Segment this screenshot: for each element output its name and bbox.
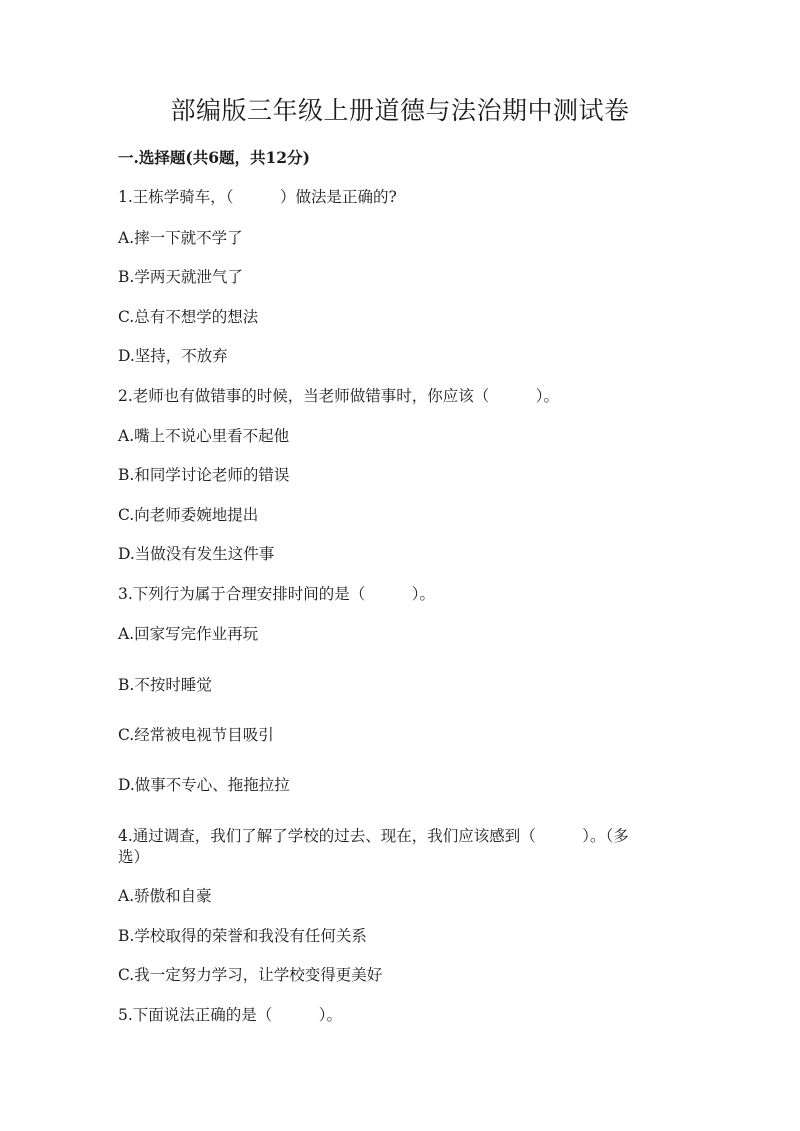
- question-4-option-b: B.学校取得的荣誉和我没有任何关系: [118, 927, 367, 945]
- question-5-stem: 5.下面说法正确的是（ ）。: [118, 1006, 343, 1024]
- question-4-stem-line-1: 4.通过调查，我们了解了学校的过去、现在，我们应该感到（ ）。（多: [118, 827, 629, 845]
- question-3-option-c: C.经常被电视节目吸引: [118, 726, 274, 744]
- question-2-option-a: A.嘴上不说心里看不起他: [118, 427, 290, 445]
- question-4-option-a: A.骄傲和自豪: [118, 887, 212, 905]
- question-1-option-c: C.总有不想学的想法: [118, 308, 259, 326]
- exam-title: 部编版三年级上册道德与法治期中测试卷: [170, 96, 630, 125]
- section-header-multiple-choice: 一.选择题(共6题，共12分): [118, 148, 310, 167]
- question-2-option-b: B.和同学讨论老师的错误: [118, 466, 290, 484]
- question-2-option-d: D.当做没有发生这件事: [118, 545, 275, 563]
- question-4-option-c: C.我一定努力学习，让学校变得更美好: [118, 966, 383, 984]
- question-4-stem-line-2: 选）: [118, 848, 150, 866]
- question-2-stem: 2.老师也有做错事的时候，当老师做错事时，你应该（ ）。: [118, 387, 560, 405]
- question-1-option-a: A.摔一下就不学了: [118, 229, 243, 247]
- question-2-option-c: C.向老师委婉地提出: [118, 506, 259, 524]
- question-3-stem: 3.下列行为属于合理安排时间的是（ ）。: [118, 585, 436, 603]
- question-3-option-d: D.做事不专心、拖拖拉拉: [118, 776, 290, 794]
- question-1-stem: 1.王栋学骑车，（ ）做法是正确的?: [118, 188, 397, 206]
- question-3-option-b: B.不按时睡觉: [118, 676, 212, 694]
- question-1-option-b: B.学两天就泄气了: [118, 268, 243, 286]
- question-3-option-a: A.回家写完作业再玩: [118, 625, 259, 643]
- question-1-option-d: D.坚持，不放弃: [118, 347, 228, 365]
